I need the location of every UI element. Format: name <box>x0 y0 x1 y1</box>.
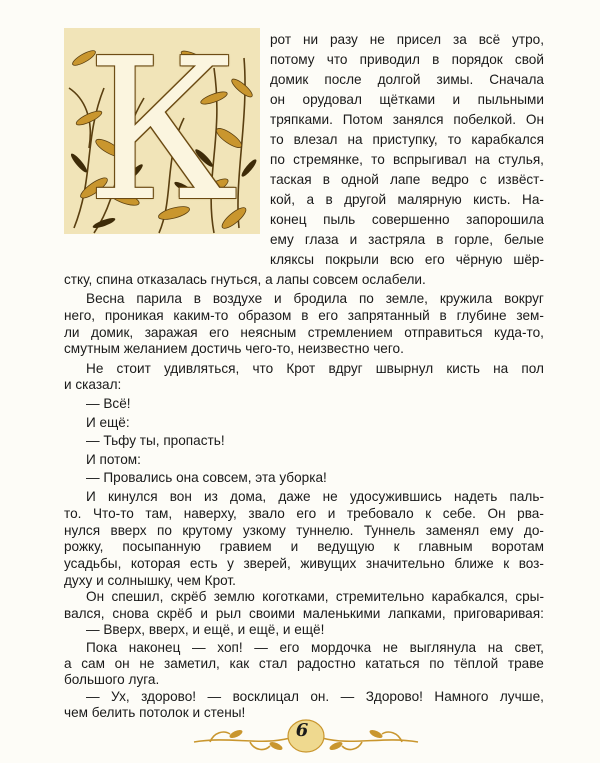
word: Ух, <box>111 689 130 705</box>
word: к <box>503 555 510 571</box>
word: отправиться <box>404 324 483 340</box>
drop-cap-letter: К <box>86 28 238 234</box>
word: посыпанную <box>122 539 201 555</box>
word: снова <box>112 605 149 621</box>
word: траве <box>507 655 544 671</box>
text-line: большого луга. <box>64 671 160 687</box>
word: покрыли <box>325 252 379 267</box>
word: вокруг <box>504 291 544 307</box>
word: ведро <box>431 172 469 187</box>
word: надеть <box>453 489 498 505</box>
word: вспрыгивал <box>392 152 467 167</box>
word: рот <box>270 32 292 47</box>
text-line <box>86 290 544 308</box>
word: себе. <box>442 505 476 521</box>
word: ни <box>302 32 319 47</box>
word: маленькими <box>302 605 381 621</box>
word: вон <box>169 489 192 505</box>
text-line <box>270 111 544 129</box>
word: туннелю. <box>296 522 354 538</box>
word: здорово! <box>141 689 197 705</box>
word: в <box>436 232 444 247</box>
word: чёрную <box>455 252 503 267</box>
text-line <box>64 522 544 540</box>
word: кружила <box>439 291 493 307</box>
word: куда-то, <box>494 324 544 340</box>
word: усадьбы, <box>64 555 122 571</box>
word: Он <box>525 112 544 127</box>
text-line: — Вверх, вверх, и ещё, и ещё, и ещё! <box>86 621 325 637</box>
word: и <box>452 92 461 107</box>
word: И <box>86 489 96 505</box>
word: зем- <box>516 307 544 323</box>
word: ему <box>489 522 514 538</box>
word: — <box>207 689 222 705</box>
word: швырнул <box>375 360 434 376</box>
word: а <box>306 192 315 207</box>
word: воздухе <box>212 291 263 307</box>
word: вверх <box>110 522 147 538</box>
word: тёплой <box>453 655 499 671</box>
word: на <box>347 132 363 147</box>
word: по <box>358 291 374 307</box>
word: щётками <box>379 92 436 107</box>
word: образом <box>238 307 292 323</box>
word: у <box>227 555 234 571</box>
word: главным <box>418 539 473 555</box>
word: по <box>156 522 172 538</box>
word: кисть <box>446 360 480 376</box>
word: удосужившись <box>349 489 442 505</box>
word: ли <box>64 324 80 340</box>
word: в <box>193 291 201 307</box>
word: что <box>252 360 274 376</box>
word: он <box>114 655 130 671</box>
word: скрёб <box>156 605 193 621</box>
word: то <box>371 152 385 167</box>
word: порядок <box>451 52 503 67</box>
word: рва- <box>517 505 544 521</box>
word: Сначала <box>489 72 544 87</box>
word: запорошила <box>466 212 544 227</box>
text-line: — Всё! <box>86 396 131 412</box>
word: стулья, <box>498 152 544 167</box>
word: с <box>479 172 487 187</box>
text-line: духу и солнышку, чем Крот. <box>64 572 236 588</box>
word: выглянула <box>409 639 477 655</box>
word: лапе <box>389 172 421 187</box>
word: влезал <box>293 132 338 147</box>
word: — <box>192 639 206 655</box>
word: зверей, <box>243 555 291 571</box>
word: шёр- <box>513 252 544 267</box>
word: радостно <box>296 655 356 671</box>
word: занялся <box>392 112 444 127</box>
word: не <box>139 655 155 671</box>
word: не <box>382 639 398 655</box>
word: по <box>270 152 285 167</box>
word: своими <box>249 605 296 621</box>
text-line <box>64 555 544 573</box>
word: Он <box>487 505 506 521</box>
word: сам <box>81 655 105 671</box>
word: как <box>229 655 250 671</box>
word: в <box>439 307 447 323</box>
word: домик, <box>91 324 134 340</box>
text-line <box>64 324 544 342</box>
word: белые <box>503 232 544 247</box>
page-number: 6 <box>295 720 309 741</box>
word: наверху, <box>183 505 237 521</box>
word: которая <box>130 555 181 571</box>
word: звало <box>248 505 285 521</box>
word: его <box>296 505 317 521</box>
word: рыл <box>215 605 242 621</box>
word: кататься <box>365 655 420 671</box>
word: воз- <box>518 555 544 571</box>
text-line <box>270 71 544 89</box>
word: кисть. <box>473 192 511 207</box>
word: стремительно <box>335 589 425 605</box>
word: а <box>64 655 72 671</box>
word: мордочка <box>310 639 372 655</box>
word: ему <box>270 232 294 247</box>
word: Не <box>86 360 104 376</box>
word: после <box>324 72 362 87</box>
word: заменял <box>425 522 480 538</box>
word: орудовал <box>302 92 362 107</box>
word: к <box>425 505 432 521</box>
word: ведущую <box>317 539 375 555</box>
word: конец <box>270 212 307 227</box>
word: и <box>327 505 336 521</box>
text-line: стку, спина отказалась гнуться, а лапы совсем ослабели. <box>64 272 426 287</box>
word: до- <box>523 522 544 538</box>
word: Весна <box>86 291 125 307</box>
text-line <box>64 307 544 325</box>
word: его <box>424 252 445 267</box>
word: и <box>290 539 299 555</box>
word: ближе <box>454 555 494 571</box>
word: стремянке, <box>293 152 363 167</box>
text-line: И потом: <box>86 451 141 467</box>
text-line: — Провались она совсем, эта уборка! <box>86 469 327 485</box>
word: каким-то <box>173 307 229 323</box>
word: что <box>326 52 348 67</box>
word: побелкой. <box>453 112 516 127</box>
word: его <box>318 307 338 323</box>
word: Он <box>86 589 105 605</box>
word: Пока <box>86 639 118 655</box>
word: глаза <box>304 232 339 247</box>
word: то. <box>64 505 82 521</box>
word: заметил, <box>164 655 220 671</box>
text-line <box>86 588 544 606</box>
word: утро, <box>512 32 544 47</box>
word: вался, <box>64 605 105 621</box>
word: требовало <box>346 505 414 521</box>
word: то <box>270 132 284 147</box>
word: из <box>204 489 218 505</box>
word: рожку, <box>64 539 104 555</box>
word: наконец <box>128 639 181 655</box>
word: На- <box>522 192 544 207</box>
word: свет, <box>514 639 544 655</box>
text-line <box>270 91 544 109</box>
word: стремлением <box>307 324 393 340</box>
word: неясным <box>240 324 297 340</box>
word: Потом <box>342 112 383 127</box>
word: разу <box>329 32 358 47</box>
word: зимы. <box>436 72 474 87</box>
word: не <box>369 32 385 47</box>
word: глубине <box>456 307 507 323</box>
word: не <box>322 489 338 505</box>
word: даже <box>278 489 311 505</box>
word: бродила <box>293 291 348 307</box>
word: и <box>349 232 358 247</box>
word: запрятанный <box>347 307 430 323</box>
word: совершенно <box>371 212 450 227</box>
text-line: смутным желанием достичь чего-то, неизвестно чего. <box>64 341 404 357</box>
word: извёст- <box>497 172 544 187</box>
word: удивляться, <box>163 360 240 376</box>
word: дома, <box>230 489 267 505</box>
word: землю <box>213 589 255 605</box>
word: пол <box>521 360 544 376</box>
word: потому <box>270 52 315 67</box>
word: приговаривая: <box>453 605 544 621</box>
text-line <box>270 231 544 249</box>
text-line <box>86 488 544 506</box>
word: стал <box>258 655 288 671</box>
word: лапками, <box>388 605 446 621</box>
text-line: и сказал: <box>64 377 122 393</box>
word: карабкался <box>471 132 544 147</box>
word: коготками, <box>262 589 329 605</box>
word: в <box>301 307 309 323</box>
text-line <box>64 538 544 556</box>
text-line: И ещё: <box>86 414 130 430</box>
word: Туннель <box>363 522 416 538</box>
word: там, <box>145 505 173 521</box>
word: крутому <box>182 522 233 538</box>
word: кинулся <box>107 489 158 505</box>
word: живущих <box>300 555 357 571</box>
word: Что-то <box>92 505 134 521</box>
word: тряпками. <box>270 112 333 127</box>
word: присел <box>396 32 442 47</box>
word: его <box>209 324 229 340</box>
word: приводил <box>359 52 420 67</box>
word: хоп! <box>217 639 243 655</box>
word: свой <box>514 52 544 67</box>
text-line <box>270 151 544 169</box>
word: и <box>200 605 208 621</box>
text-line <box>64 505 544 523</box>
word: в <box>322 172 330 187</box>
word: всё <box>478 32 501 47</box>
word: сры- <box>515 589 544 605</box>
text-line: — Тьфу ты, пропасть! <box>86 433 225 449</box>
text-line <box>86 360 544 378</box>
word: и <box>274 291 282 307</box>
word: к <box>393 539 400 555</box>
word: он <box>270 92 286 107</box>
word: заражая <box>144 324 198 340</box>
word: Крот <box>286 360 316 376</box>
word: малярную <box>397 192 462 207</box>
text-line <box>270 191 544 209</box>
word: вдруг <box>328 360 363 376</box>
word: застряла <box>368 232 426 247</box>
word: есть <box>189 555 218 571</box>
text-line <box>270 31 544 49</box>
word: парила <box>136 291 182 307</box>
word: Намного <box>434 689 489 705</box>
word: на <box>493 360 509 376</box>
word: скрёб <box>170 589 207 605</box>
word: долгой <box>377 72 421 87</box>
word: Здорово! <box>365 689 423 705</box>
word: — <box>254 639 268 655</box>
word: проникая <box>104 307 164 323</box>
drop-cap-illustration <box>64 28 260 234</box>
word: одной <box>341 172 379 187</box>
text-line: чем белить потолок и стены! <box>64 705 246 721</box>
word: значительно <box>365 555 445 571</box>
word: карабкался, <box>431 589 508 605</box>
text-line <box>270 131 544 149</box>
word: пыль <box>323 212 356 227</box>
word: лучше, <box>499 689 544 705</box>
text-line <box>270 251 544 269</box>
word: него, <box>64 307 96 323</box>
text-line <box>270 211 544 229</box>
word: стоит <box>116 360 151 376</box>
word: пыльными <box>477 92 544 107</box>
word: горле, <box>454 232 493 247</box>
word: по <box>429 655 445 671</box>
word: то <box>447 132 462 147</box>
word: нулся <box>64 522 101 538</box>
text-line <box>270 171 544 189</box>
word: он. <box>310 689 330 705</box>
word: домик <box>270 72 309 87</box>
word: — <box>340 689 355 705</box>
word: на <box>487 639 503 655</box>
word: другой <box>344 192 387 207</box>
word: его <box>279 639 300 655</box>
word: — <box>86 689 100 705</box>
word: восклицал <box>232 689 299 705</box>
word: приступку, <box>372 132 438 147</box>
word: гравием <box>219 539 272 555</box>
text-line <box>270 51 544 69</box>
word: узкому <box>242 522 286 538</box>
word: в <box>325 192 333 207</box>
word: спешил, <box>111 589 164 605</box>
word: воротам <box>491 539 544 555</box>
word: земле, <box>385 291 428 307</box>
word: за <box>453 32 467 47</box>
word: паль- <box>509 489 544 505</box>
word: кляксы <box>270 252 315 267</box>
word: всю <box>389 252 414 267</box>
word: на <box>474 152 490 167</box>
word: таская <box>270 172 312 187</box>
word: кой, <box>270 192 296 207</box>
word: в <box>432 52 440 67</box>
